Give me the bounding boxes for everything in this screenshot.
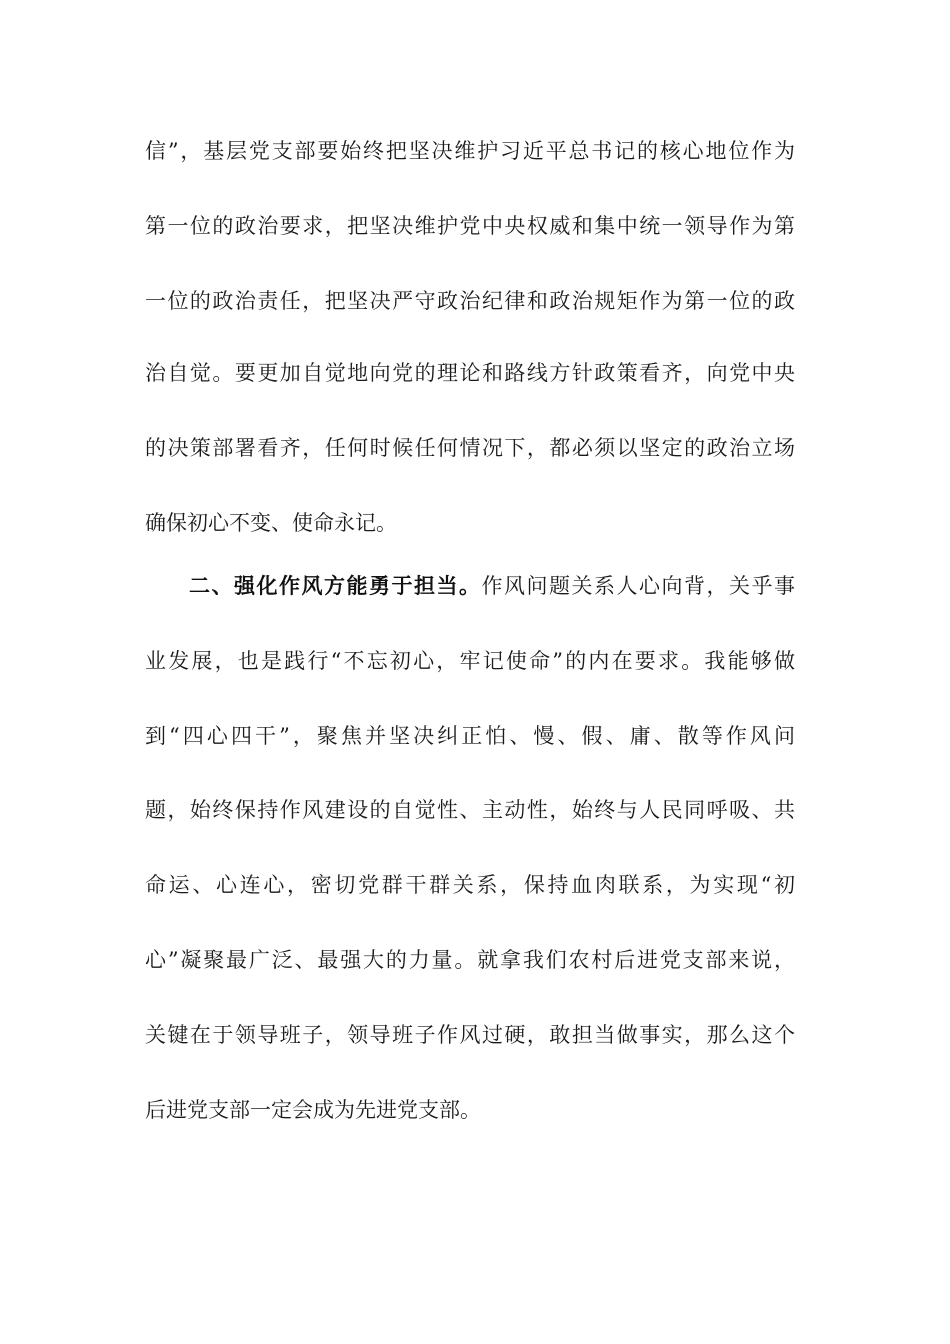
text-line: 信”，基层党支部要始终把坚决维护习近平总书记的核心地位作为 <box>145 139 795 163</box>
text-line: 第一位的政治要求，把坚决维护党中央权威和集中统一领导作为第 <box>145 214 795 238</box>
text-line: 一位的政治责任，把坚决严守政治纪律和政治规矩作为第一位的政 <box>145 289 795 313</box>
text-line: 治自觉。要更加自觉地向党的理论和路线方针政策看齐，向党中央 <box>145 361 795 385</box>
section-heading: 二、强化作风方能勇于担当。 <box>189 573 482 598</box>
text-line: 业发展，也是践行“不忘初心，牢记使命”的内在要求。我能够做 <box>145 649 795 673</box>
text-line: 确保初心不变、使命永记。 <box>145 511 397 535</box>
text-line-first <box>189 568 795 604</box>
text-line: 后进党支部一定会成为先进党支部。 <box>145 1098 481 1122</box>
text-line: 心”凝聚最广泛、最强大的力量。就拿我们农村后进党支部来说， <box>145 948 795 972</box>
text-line: 的决策部署看齐，任何时候任何情况下，都必须以坚定的政治立场 <box>145 436 795 460</box>
text-line: 到“四心四干”，聚焦并坚决纠正怕、慢、假、庸、散等作风问 <box>145 724 795 748</box>
text-line: 命运、心连心，密切党群干群关系，保持血肉联系，为实现“初 <box>145 873 795 897</box>
text-line: 关键在于领导班子，领导班子作风过硬，敢担当做事实，那么这个 <box>145 1023 795 1047</box>
text-line: 题，始终保持作风建设的自觉性、主动性，始终与人民同呼吸、共 <box>145 798 795 822</box>
text-span: 作风问题关系人心向背，关乎事 <box>481 574 795 598</box>
